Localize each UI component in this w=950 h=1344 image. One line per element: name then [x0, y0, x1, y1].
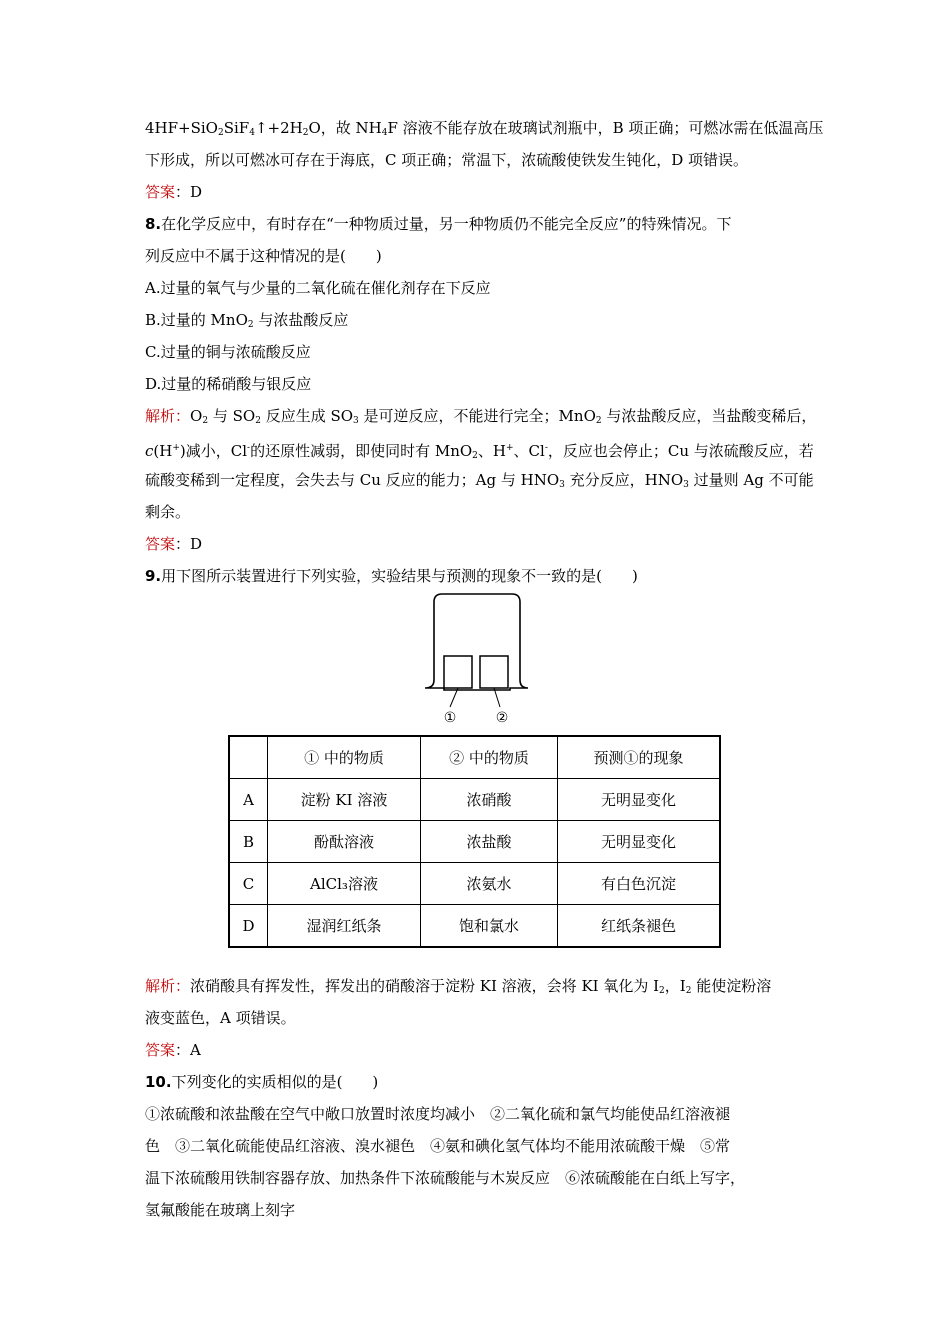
q8-analysis-line-1: 解析：$O_2$ 与 $SO_2$ 反应生成 $SO_3$ 是可逆反应，不能进行完全；MnO$_2$ 与浓盐酸反应，当盐酸变稀后， [145, 407, 817, 426]
table-row [229, 821, 720, 863]
q10-line-4: 氢氟酸能在玻璃上刻字 [145, 1201, 296, 1219]
q9-analysis-line-1: 解析：浓硝酸具有挥发性，挥发出的硝酸溶于淀粉 KI 溶液，会将 KI 氧化为 $I_2$，$I_2$ 能使淀粉溶 [145, 977, 772, 996]
q10-line-2: 色 ③二氧化硫能使品红溶液、溴水褪色 ④氨和碘化氢气体均不能用浓硫酸干燥 ⑤常 [145, 1137, 731, 1155]
table-row [229, 905, 720, 948]
table-cell: C [229, 863, 268, 905]
table-cell: 饱和氯水 [421, 905, 558, 948]
question-number: 8. [145, 215, 162, 233]
q10-stem: 10.下列变化的实质相似的是( ) [145, 1073, 379, 1091]
table-cell: AlCl₃溶液 [268, 863, 421, 905]
question-number: 9. [145, 567, 162, 585]
q9-answer: 答案：A [145, 1041, 201, 1059]
q7-answer: 答案：D [145, 183, 203, 201]
q8-stem-line-1: 8.在化学反应中，有时存在“一种物质过量，另一种物质仍不能完全反应”的特殊情况。下 [145, 215, 732, 233]
q7-explanation-line-1: $4HF+SiO_2SiF_4↑+2H_2O$，故 $NH_4F$ 溶液不能存放在玻璃试剂瓶中，B 项正确；可燃冰需在低温高压 [145, 119, 824, 138]
q8-option-d: D.过量的稀硝酸与银反应 [145, 375, 312, 393]
figure-label-2: ② [495, 710, 509, 726]
table-cell: A [229, 779, 268, 821]
table-header-cell: ① 中的物质 [268, 736, 421, 779]
q8-stem-line-2: 列反应中不属于这种情况的是( ) [145, 247, 382, 265]
analysis-label: 解析： [145, 977, 191, 995]
analysis-label: 解析： [145, 407, 191, 425]
table-cell: 红纸条褪色 [558, 905, 721, 948]
document-page [145, 112, 824, 592]
table-cell: 淀粉 KI 溶液 [268, 779, 421, 821]
table-cell: D [229, 905, 268, 948]
answer-label: 答案 [145, 535, 176, 553]
table-header-cell [229, 736, 268, 779]
q9-analysis-line-2: 液变蓝色，A 项错误。 [145, 1009, 296, 1027]
table-cell: 无明显变化 [558, 779, 721, 821]
table-cell: 浓硝酸 [421, 779, 558, 821]
q9-stem: 9.用下图所示装置进行下列实验，实验结果与预测的现象不一致的是( ) [145, 567, 638, 585]
q7-explanation-line-2: 下形成，所以可燃冰可存在于海底，C 项正确；常温下，浓硫酸使铁发生钝化，D 项错误。 [145, 151, 749, 169]
q10-line-3: 温下浓硫酸用铁制容器存放、加热条件下浓硫酸能与木炭反应 ⑥浓硫酸能在白纸上写字， [145, 1169, 746, 1187]
table-cell: 浓氨水 [421, 863, 558, 905]
q10-line-1: ①浓硫酸和浓盐酸在空气中敞口放置时浓度均减小 ②二氧化硫和氯气均能使品红溶液褪 [145, 1105, 731, 1123]
q8-analysis-line-3: 硫酸变稀到一定程度，会失去与 Cu 反应的能力；Ag 与 $HNO_3$ 充分反应，$HNO_3$ 过量则 Ag 不可能 [145, 471, 814, 490]
document-page-lower [145, 970, 810, 1226]
table-cell: 浓盐酸 [421, 821, 558, 863]
table-row [229, 779, 720, 821]
figure-label-1: ① [443, 710, 457, 726]
table-cell: 酚酞溶液 [268, 821, 421, 863]
label-pointer-2 [494, 688, 500, 707]
bell-jar-outline [425, 594, 528, 690]
q8-analysis-line-2: c(H+)减小，Cl-的还原性减弱，即使同时有 MnO$_2$、H+、Cl-，反应也会停止；Cu 与浓硫酸反应，若 [145, 442, 814, 461]
beaker-1-icon [444, 656, 472, 688]
q8-answer: 答案：D [145, 535, 203, 553]
table-header-cell: 预测①的现象 [558, 736, 721, 779]
answer-label: 答案 [145, 1041, 176, 1059]
q8-option-b: B.过量的 MnO$_2$ 与浓盐酸反应 [145, 311, 349, 330]
apparatus-diagram [420, 590, 530, 730]
answer-label: 答案 [145, 183, 176, 201]
table-cell: B [229, 821, 268, 863]
table-cell: 无明显变化 [558, 821, 721, 863]
question-number: 10. [145, 1073, 172, 1091]
table-cell: 有白色沉淀 [558, 863, 721, 905]
table-header-cell: ② 中的物质 [421, 736, 558, 779]
beaker-2-icon [480, 656, 508, 688]
table-cell: 湿润红纸条 [268, 905, 421, 948]
q8-option-a: A.过量的氧气与少量的二氧化硫在催化剂存在下反应 [145, 279, 491, 297]
label-pointer-1 [450, 688, 458, 707]
q8-analysis-line-4: 剩余。 [145, 503, 191, 521]
q8-option-c: C.过量的铜与浓硫酸反应 [145, 343, 311, 361]
table-header-row [229, 736, 720, 779]
table-row [229, 863, 720, 905]
experiment-table [228, 735, 721, 948]
